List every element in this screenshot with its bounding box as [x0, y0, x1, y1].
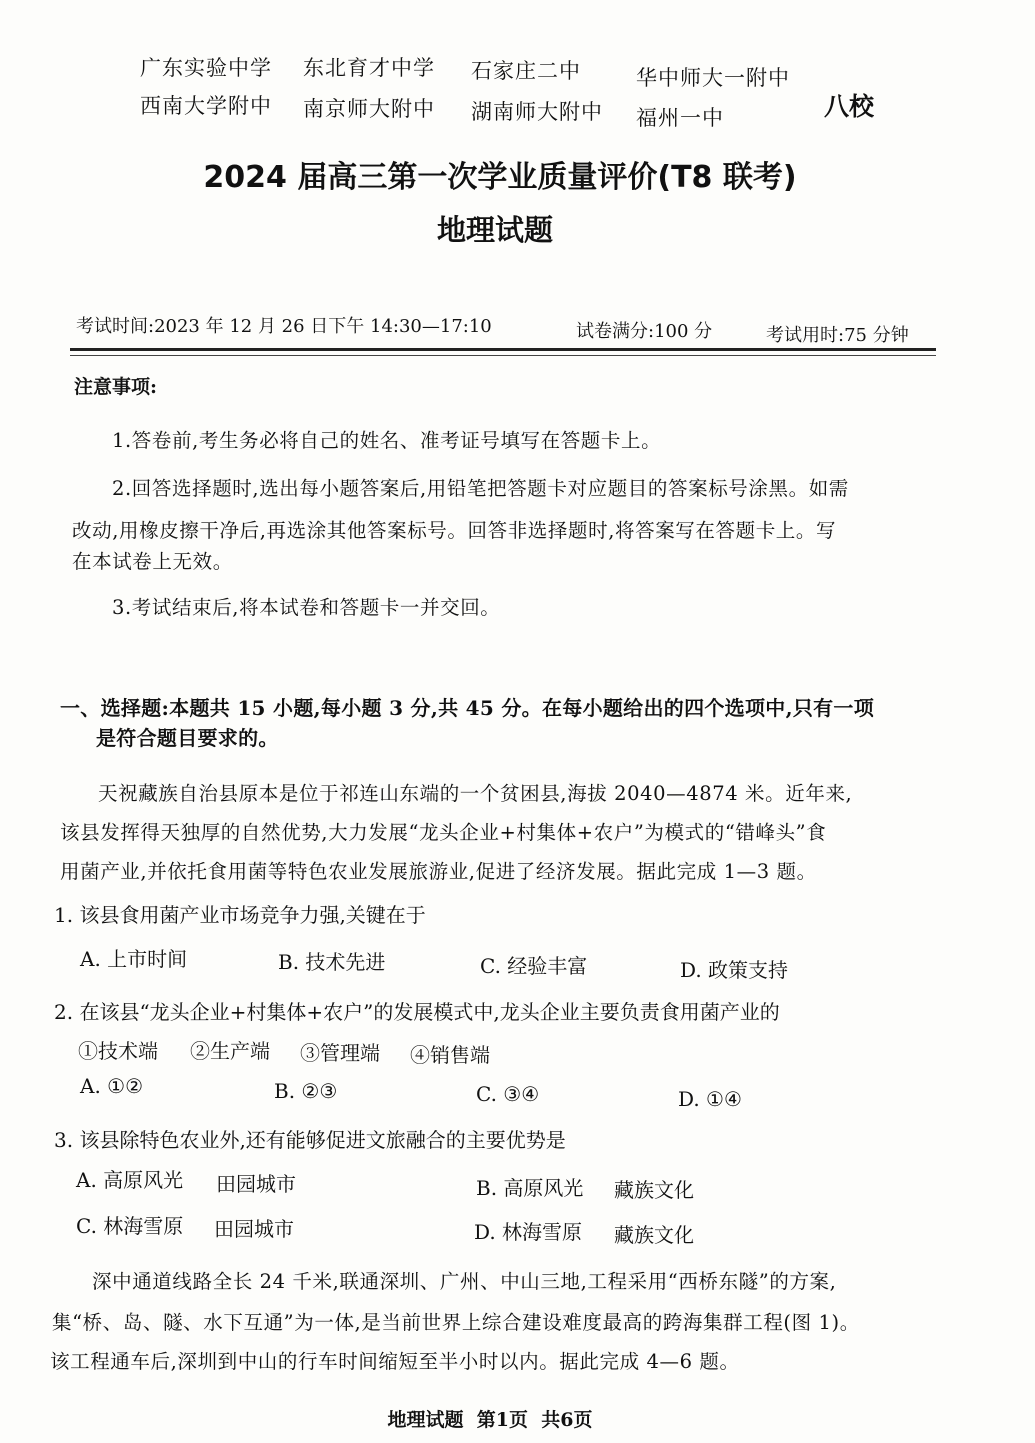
- notice-item: 改动,用橡皮擦干净后,再选涂其他答案标号。回答非选择题时,将答案写在答题卡上。写: [72, 519, 837, 542]
- answer-option-detail: 田园城市: [214, 1217, 294, 1241]
- answer-option: B. ②③: [274, 1079, 338, 1103]
- school-name: 广东实验中学: [140, 56, 272, 80]
- answer-option: A. 上市时间: [80, 947, 188, 971]
- answer-option: A. ①②: [80, 1074, 144, 1098]
- passage-text: 用菌产业,并依托食用菌等特色农业发展旅游业,促进了经济发展。据此完成 1—3 题。: [60, 860, 817, 883]
- passage-text: 该县发挥得天独厚的自然优势,大力发展“龙头企业+村集体+农户”为模式的“错峰头”食: [60, 821, 827, 844]
- answer-option: C. ③④: [476, 1082, 540, 1106]
- school-name: 东北育才中学: [303, 56, 435, 80]
- school-name: 福州一中: [636, 106, 724, 130]
- answer-option-detail: 藏族文化: [614, 1223, 694, 1247]
- notice-heading: 注意事项:: [74, 376, 158, 398]
- answer-option: D. 政策支持: [680, 958, 789, 982]
- page-footer: 地理试题 第1页 共6页: [387, 1409, 593, 1431]
- school-name: 石家庄二中: [471, 59, 581, 83]
- statement-item: ③管理端: [300, 1041, 380, 1065]
- answer-option: A. 高原风光: [76, 1168, 184, 1192]
- page-title: 2024 届高三第一次学业质量评价(T8 联考): [203, 160, 797, 195]
- answer-option: D. ①④: [678, 1087, 742, 1111]
- school-name: 西南大学附中: [140, 94, 272, 118]
- full-score: 试卷满分:100 分: [576, 321, 713, 342]
- question-stem: 3. 该县除特色农业外,还有能够促进文旅融合的主要优势是: [54, 1128, 566, 1152]
- passage-text: 该工程通车后,深圳到中山的行车时间缩短至半小时以内。据此完成 4—6 题。: [50, 1350, 740, 1373]
- question-stem: 2. 在该县“龙头企业+村集体+农户”的发展模式中,龙头企业主要负责食用菌产业的: [54, 1000, 780, 1024]
- statement-item: ④销售端: [410, 1043, 490, 1067]
- notice-item: 3.考试结束后,将本试卷和答题卡一并交回。: [112, 596, 501, 619]
- divider: [70, 355, 936, 356]
- answer-option: C. 经验丰富: [480, 954, 588, 978]
- passage-text: 集“桥、岛、隧、水下互通”为一体,是当前世界上综合建设难度最高的跨海集群工程(图 1)。: [52, 1311, 860, 1334]
- answer-option: B. 技术先进: [278, 950, 386, 974]
- school-name: 华中师大一附中: [636, 66, 790, 90]
- notice-item: 2.回答选择题时,选出每小题答案后,用铅笔把答题卡对应题目的答案标号涂黑。如需: [112, 477, 849, 500]
- exam-time: 考试时间:2023 年 12 月 26 日下午 14:30—17:10: [76, 316, 492, 337]
- subject-title: 地理试题: [436, 213, 553, 247]
- answer-option: C. 林海雪原: [76, 1214, 184, 1238]
- answer-option-detail: 田园城市: [216, 1172, 296, 1196]
- school-name: 南京师大附中: [303, 97, 435, 121]
- passage-text: 深中通道线路全长 24 千米,联通深圳、广州、中山三地,工程采用“西桥东隧”的方案,: [92, 1270, 837, 1293]
- group-label: 八校: [824, 92, 875, 121]
- notice-item: 在本试卷上无效。: [72, 550, 233, 573]
- exam-duration: 考试用时:75 分钟: [766, 325, 909, 346]
- section-heading: 是符合题目要求的。: [96, 726, 279, 750]
- statement-item: ①技术端: [78, 1039, 158, 1063]
- passage-text: 天祝藏族自治县原本是位于祁连山东端的一个贫困县,海拔 2040—4874 米。近年来,: [98, 782, 853, 805]
- statement-item: ②生产端: [190, 1039, 270, 1063]
- question-stem: 1. 该县食用菌产业市场竞争力强,关键在于: [54, 903, 426, 927]
- school-name: 湖南师大附中: [471, 100, 603, 124]
- notice-item: 1.答卷前,考生务必将自己的姓名、准考证号填写在答题卡上。: [112, 429, 662, 452]
- answer-option: D. 林海雪原: [474, 1220, 583, 1244]
- section-heading: 一、选择题:本题共 15 小题,每小题 3 分,共 45 分。在每小题给出的四个选项中,只有一项: [60, 696, 875, 720]
- answer-option-detail: 藏族文化: [614, 1178, 694, 1202]
- answer-option: B. 高原风光: [476, 1176, 584, 1200]
- divider: [70, 348, 936, 351]
